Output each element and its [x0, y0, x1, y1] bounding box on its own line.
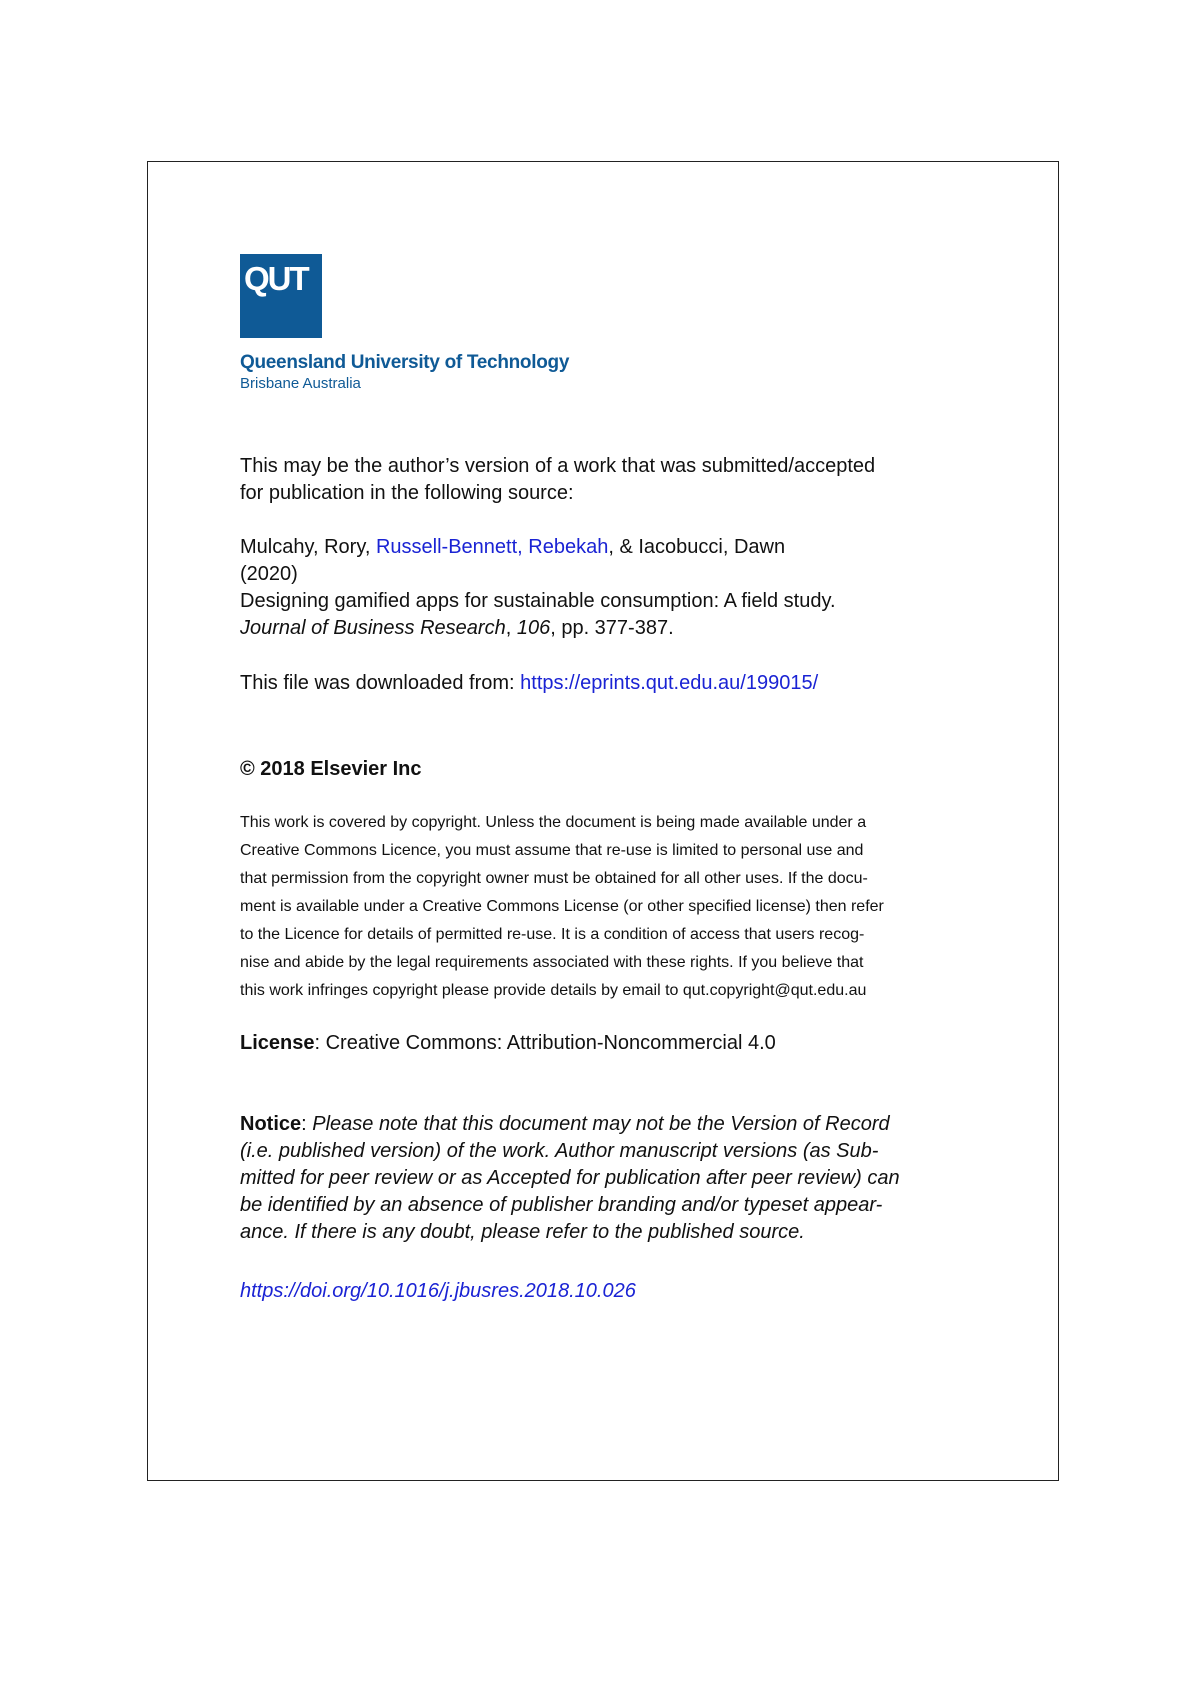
copyright-line: this work infringes copyright please provide details by email to qut.copyright@qut.edu.au: [240, 982, 867, 999]
institution-location: Brisbane Australia: [240, 375, 361, 392]
doi-link[interactable]: https://doi.org/10.1016/j.jbusres.2018.10.026: [240, 1280, 636, 1302]
intro-line-2: for publication in the following source:: [240, 482, 574, 504]
notice-text: ance. If there is any doubt, please refer to the published source.: [240, 1221, 805, 1243]
notice-text: Please note that this document may not be the Version of Record: [312, 1113, 890, 1135]
download-label: This file was downloaded from:: [240, 672, 521, 694]
author-link-russell-bennett[interactable]: Russell-Bennett, Rebekah: [375, 536, 609, 558]
citation-title: Designing gamified apps for sustainable consumption: A field study.: [240, 590, 836, 612]
institution-name: Queensland University of Technology: [240, 352, 570, 373]
notice-text: mitted for peer review or as Accepted for publication after peer review) can: [240, 1167, 900, 1189]
citation-authors: [240, 534, 960, 561]
copyright-holder: © 2018 Elsevier Inc: [240, 758, 422, 780]
intro-statement: [240, 453, 960, 507]
qut-logo: [240, 254, 322, 338]
institution-block: [240, 352, 569, 392]
intro-line-1: This may be the author’s version of a work that was submitted/accepted: [240, 455, 876, 477]
notice-block: [240, 1111, 962, 1246]
citation-sep: ,: [505, 617, 517, 639]
copyright-line: nise and abide by the legal requirements associated with these rights. If you believe that: [240, 954, 864, 971]
copyright-line: to the Licence for details of permitted re-use. It is a condition of access that users recog-: [240, 926, 865, 943]
copyright-line: that permission from the copyright owner must be obtained for all other uses. If the docu-: [240, 870, 868, 887]
license-value: : Creative Commons: Attribution-Noncommercial 4.0: [314, 1032, 776, 1054]
citation-author-3: , & Iacobucci, Dawn: [608, 536, 786, 558]
citation-journal: Journal of Business Research: [240, 617, 506, 639]
copyright-line: This work is covered by copyright. Unless the document is being made available under a: [240, 814, 867, 831]
citation-block: [240, 534, 960, 642]
notice-text: be identified by an absence of publisher branding and/or typeset appear-: [240, 1194, 883, 1216]
notice-colon: :: [301, 1113, 313, 1135]
license-line: [240, 1030, 960, 1057]
citation-author-1: Mulcahy, Rory,: [240, 536, 376, 558]
qut-logo-text: QUT: [244, 260, 308, 297]
citation-source: [240, 615, 960, 642]
download-url-link[interactable]: https://eprints.qut.edu.au/199015/: [520, 672, 819, 694]
citation-pages: , pp. 377-387.: [550, 617, 674, 639]
notice-text: (i.e. published version) of the work. Author manuscript versions (as Sub-: [240, 1140, 879, 1162]
copyright-statement: [240, 809, 962, 1005]
notice-line-1: [240, 1111, 962, 1138]
citation-volume: 106: [516, 617, 551, 639]
copyright-line: Creative Commons Licence, you must assume that re-use is limited to personal use and: [240, 842, 864, 859]
copyright-line: ment is available under a Creative Commons License (or other specified license) then refer: [240, 898, 884, 915]
download-line: [240, 670, 960, 697]
license-label: License: [240, 1032, 315, 1054]
notice-label: Notice: [240, 1113, 302, 1135]
citation-year: (2020): [240, 563, 298, 585]
